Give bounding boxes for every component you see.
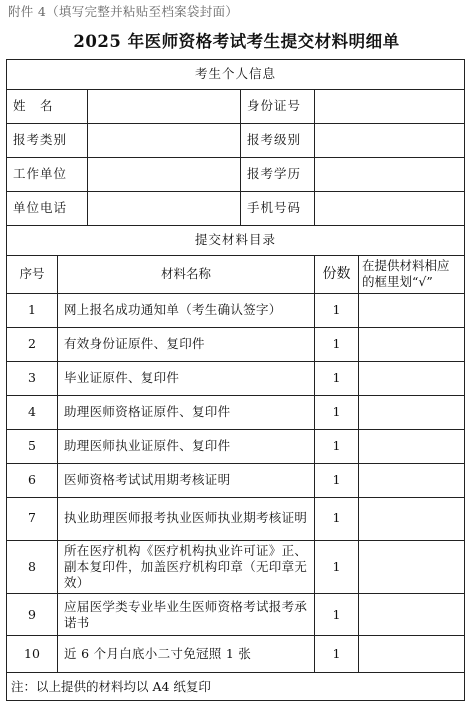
material-name: 应届医学类专业毕业生医师资格考试报考承诺书 xyxy=(58,594,315,636)
table-row xyxy=(7,429,465,463)
check-box[interactable] xyxy=(359,327,465,361)
material-name: 所在医疗机构《医疗机构执业许可证》正、副本复印件，加盖医疗机构印章（无印章无效） xyxy=(58,540,315,594)
check-box[interactable] xyxy=(359,293,465,327)
table-row xyxy=(7,361,465,395)
label-unit-phone: 单位电话 xyxy=(7,192,88,226)
label-work-unit: 工作单位 xyxy=(7,158,88,192)
page-title: 2025 年医师资格考试考生提交材料明细单 xyxy=(73,32,400,51)
field-id-number[interactable] xyxy=(315,90,465,124)
attachment-note: 附件 4（填写完整并粘贴至档案袋封面） xyxy=(8,4,239,19)
copy-count: 1 xyxy=(315,463,359,497)
table-row xyxy=(7,293,465,327)
copy-count: 1 xyxy=(315,395,359,429)
field-exam-category[interactable] xyxy=(88,124,241,158)
label-name: 姓 名 xyxy=(7,90,88,124)
table-row xyxy=(7,395,465,429)
section-title-materials: 提交材料目录 xyxy=(7,226,465,256)
check-box[interactable] xyxy=(359,463,465,497)
row-number: 9 xyxy=(7,594,58,636)
label-mobile: 手机号码 xyxy=(241,192,315,226)
field-exam-level[interactable] xyxy=(315,124,465,158)
table-row xyxy=(7,497,465,540)
label-exam-level: 报考级别 xyxy=(241,124,315,158)
copy-count: 1 xyxy=(315,293,359,327)
field-education[interactable] xyxy=(315,158,465,192)
footer-note: 注：以上提供的材料均以 A4 纸复印 xyxy=(7,673,465,701)
check-box[interactable] xyxy=(359,395,465,429)
material-name: 网上报名成功通知单（考生确认签字） xyxy=(58,293,315,327)
table-row xyxy=(7,327,465,361)
material-name: 助理医师执业证原件、复印件 xyxy=(58,429,315,463)
row-number: 3 xyxy=(7,361,58,395)
material-name: 毕业证原件、复印件 xyxy=(58,361,315,395)
check-box[interactable] xyxy=(359,361,465,395)
copy-count: 1 xyxy=(315,594,359,636)
row-number: 2 xyxy=(7,327,58,361)
row-number: 6 xyxy=(7,463,58,497)
check-box[interactable] xyxy=(359,636,465,673)
material-name: 有效身份证原件、复印件 xyxy=(58,327,315,361)
copy-count: 1 xyxy=(315,636,359,673)
material-name: 近 6 个月白底小二寸免冠照 1 张 xyxy=(58,636,315,673)
column-header-name: 材料名称 xyxy=(58,256,315,294)
field-name[interactable] xyxy=(88,90,241,124)
column-header-no: 序号 xyxy=(7,256,58,294)
check-box[interactable] xyxy=(359,497,465,540)
table-row xyxy=(7,594,465,636)
material-name: 医师资格考试试用期考核证明 xyxy=(58,463,315,497)
label-id-number: 身份证号 xyxy=(241,90,315,124)
materials-form xyxy=(6,59,465,701)
label-exam-category: 报考类别 xyxy=(7,124,88,158)
copy-count: 1 xyxy=(315,429,359,463)
field-mobile[interactable] xyxy=(315,192,465,226)
material-name: 执业助理医师报考执业医师执业期考核证明 xyxy=(58,497,315,540)
copy-count: 1 xyxy=(315,497,359,540)
row-number: 8 xyxy=(7,540,58,594)
field-unit-phone[interactable] xyxy=(88,192,241,226)
label-education: 报考学历 xyxy=(241,158,315,192)
table-row xyxy=(7,463,465,497)
material-name: 助理医师资格证原件、复印件 xyxy=(58,395,315,429)
section-title-personal-info: 考生个人信息 xyxy=(7,60,465,90)
table-row xyxy=(7,636,465,673)
field-work-unit[interactable] xyxy=(88,158,241,192)
copy-count: 1 xyxy=(315,361,359,395)
row-number: 1 xyxy=(7,293,58,327)
row-number: 10 xyxy=(7,636,58,673)
row-number: 4 xyxy=(7,395,58,429)
column-header-count: 份数 xyxy=(315,256,359,294)
copy-count: 1 xyxy=(315,540,359,594)
check-box[interactable] xyxy=(359,540,465,594)
check-box[interactable] xyxy=(359,429,465,463)
row-number: 7 xyxy=(7,497,58,540)
column-header-check: 在提供材料相应的框里划“√” xyxy=(359,256,465,294)
row-number: 5 xyxy=(7,429,58,463)
check-box[interactable] xyxy=(359,594,465,636)
copy-count: 1 xyxy=(315,327,359,361)
table-row xyxy=(7,540,465,594)
